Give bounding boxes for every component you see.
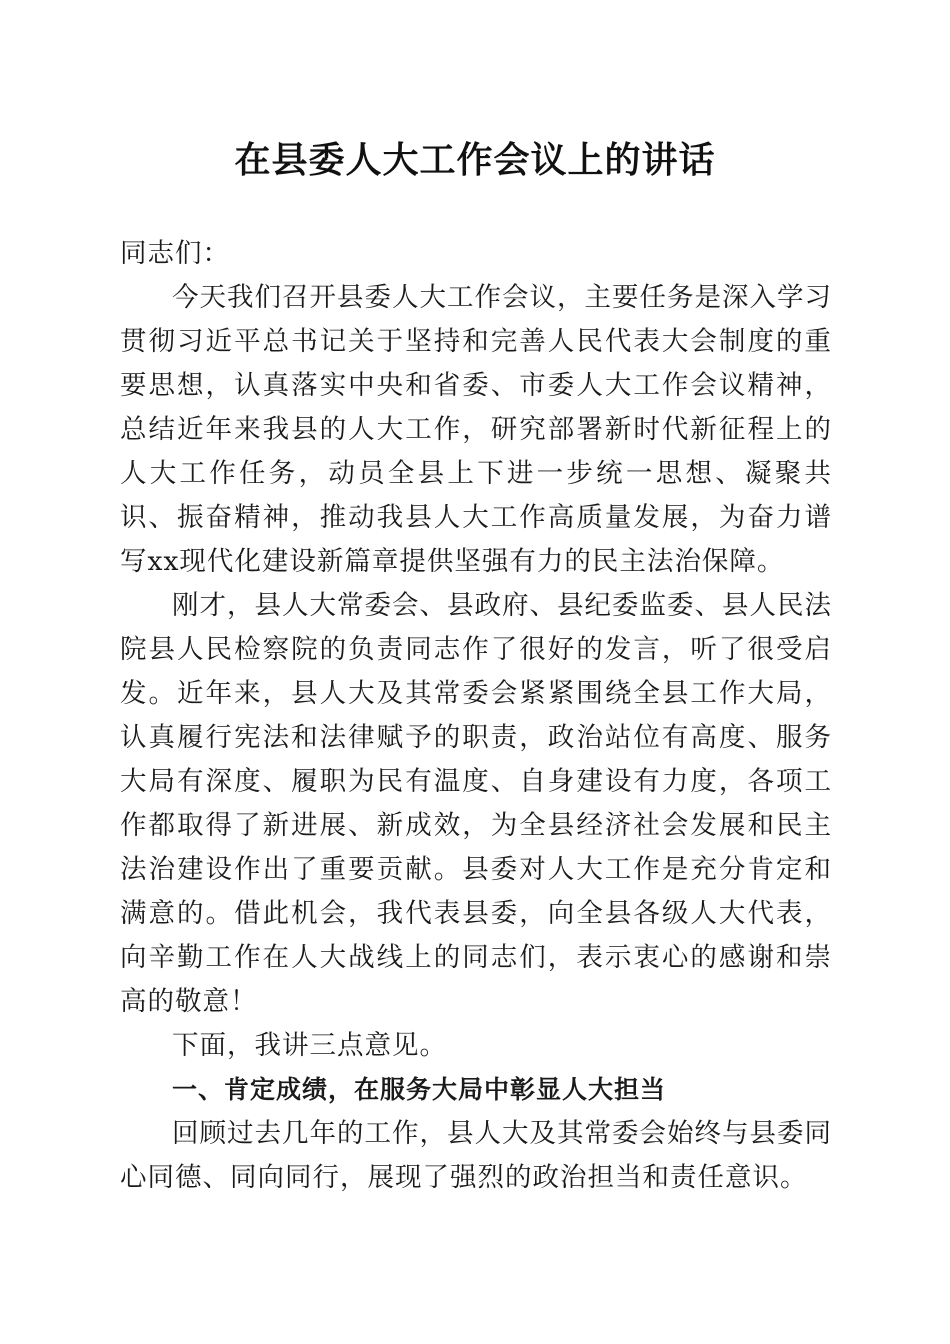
paragraph-review: 回顾过去几年的工作，县人大及其常委会始终与县委同心同德、同向同行，展现了强烈的政治担当和责任意识。 — [120, 1118, 832, 1193]
salutation: 同志们： — [120, 238, 230, 269]
paragraph-achievements: 刚才，县人大常委会、县政府、县纪委监委、县人民法院县人民检察院的负责同志作了很好的发言，听了很受启发。近年来，县人大及其常委会紧紧围绕全县工作大局，认真履行宪法和法律赋予的职责，政治站位有高度、服务大局有深度、履职为民有温度、自身建设有力度，各项工作都取得了新进展、新成效，为全县经济社会发展和民主法治建设作出了重要贡献。县委对人大工作是充分肯定和满意的。借此机会，我代表县委，向全县各级人大代表，向辛勤工作在人大战线上的同志们，表示衷心的感谢和崇高的敬意！ — [120, 590, 832, 1017]
section-heading-1: 一、肯定成绩，在服务大局中彰显人大担当 — [172, 1075, 667, 1104]
paragraph-outline: 下面，我讲三点意见。 — [172, 1030, 447, 1061]
document-body — [120, 232, 832, 1200]
document-title: 在县委人大工作会议上的讲话 — [234, 139, 716, 181]
paragraph-opening: 今天我们召开县委人大工作会议，主要任务是深入学习贯彻习近平总书记关于坚持和完善人民代表大会制度的重要思想，认真落实中央和省委、市委人大工作会议精神，总结近年来我县的人大工作，研究部署新时代新征程上的人大工作任务，动员全县上下进一步统一思想、凝聚共识、振奋精神，推动我县人大工作高质量发展，为奋力谱写xx现代化建设新篇章提供坚强有力的民主法治保障。 — [120, 282, 832, 577]
